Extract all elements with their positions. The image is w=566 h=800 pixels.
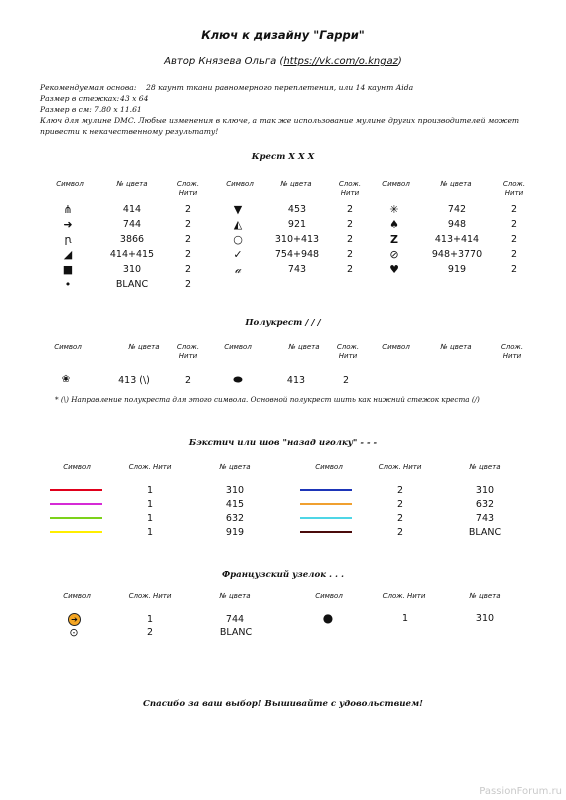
cross-strands: 2 bbox=[510, 234, 518, 245]
cross-strands: 2 bbox=[346, 204, 354, 215]
half-header-symbol-1: Символ bbox=[54, 343, 82, 351]
fk-header-symbol-1: Символ bbox=[63, 592, 91, 600]
cross-strands: 2 bbox=[184, 204, 192, 215]
bs-strands: 1 bbox=[146, 485, 154, 496]
fk-header-color-2: № цвета bbox=[469, 592, 501, 600]
fk-strands: 1 bbox=[146, 614, 154, 625]
author-link[interactable]: https://vk.com/o.kngaz bbox=[283, 56, 398, 67]
cross-strands: 2 bbox=[346, 249, 354, 260]
bs-header-symbol-2: Символ bbox=[315, 463, 343, 471]
half-header-strands-1: Слож. Нити bbox=[176, 343, 200, 360]
thanks-message: Спасибо за ваш выбор! Вышивайте с удовольствием! bbox=[143, 699, 423, 709]
size-cm-label: Размер в см: bbox=[40, 105, 92, 114]
half-color: 413 bbox=[286, 375, 306, 386]
half-header-color-3: № цвета bbox=[440, 343, 472, 351]
cross-symbol-icon: ♠ bbox=[389, 218, 399, 231]
cross-symbol-icon: ■ bbox=[62, 263, 74, 276]
half-header-color-2: № цвета bbox=[288, 343, 320, 351]
cross-strands: 2 bbox=[346, 234, 354, 245]
fk-color: 310 bbox=[475, 613, 495, 624]
half-header-strands-2: Слож. Нити bbox=[336, 343, 360, 360]
key-note-1: Ключ для мулине DMC. Любые изменения в ключе, а так же использование мулине других производителей может bbox=[40, 116, 520, 125]
bs-color: 310 bbox=[475, 485, 495, 496]
fk-strands: 1 bbox=[401, 613, 409, 624]
cross-section-title: Крест X X X bbox=[251, 152, 315, 162]
bs-color: 310 bbox=[225, 485, 245, 496]
bs-strands: 2 bbox=[396, 499, 404, 510]
half-header-symbol-2: Символ bbox=[224, 343, 252, 351]
fk-filled-circle-icon: ● bbox=[322, 611, 334, 625]
backstitch-section-title: Бэкстич или шов "назад иголку" - - - bbox=[188, 438, 378, 448]
author-suffix: ) bbox=[397, 56, 402, 67]
bs-header-color-2: № цвета bbox=[469, 463, 501, 471]
cross-color: 310+413 bbox=[274, 234, 320, 245]
cross-color: 310 bbox=[122, 264, 142, 275]
cross-color: 453 bbox=[287, 204, 307, 215]
cross-color: 744 bbox=[122, 219, 142, 230]
bs-strands: 2 bbox=[396, 527, 404, 538]
bs-strands: 2 bbox=[396, 485, 404, 496]
cross-symbol-icon: ⊘ bbox=[389, 248, 399, 261]
half-note: * (\) Направление полукреста для этого символа. Основной полукрест шить как нижний стежок креста (/) bbox=[55, 395, 480, 404]
backstitch-line bbox=[300, 531, 352, 533]
cross-header-symbol-3: Символ bbox=[382, 180, 410, 188]
cross-header-strands-3: Слож. Нити bbox=[502, 180, 526, 197]
cross-symbol-icon: ♥ bbox=[389, 263, 399, 276]
half-color: 413 (\) bbox=[118, 375, 150, 386]
cross-symbol-icon: Z bbox=[390, 233, 398, 246]
cross-symbol-icon: ꞃ bbox=[64, 233, 72, 246]
backstitch-line bbox=[50, 531, 102, 533]
cross-color: 742 bbox=[447, 204, 467, 215]
half-strands: 2 bbox=[342, 375, 350, 386]
fk-color: BLANC bbox=[219, 627, 253, 638]
bs-strands: 1 bbox=[146, 499, 154, 510]
cross-symbol-icon: ◭ bbox=[233, 218, 243, 231]
cross-color: 948+3770 bbox=[431, 249, 483, 260]
cross-strands: 2 bbox=[184, 234, 192, 245]
bs-header-color-1: № цвета bbox=[219, 463, 251, 471]
fk-color: 744 bbox=[225, 614, 245, 625]
backstitch-line bbox=[300, 489, 352, 491]
bs-header-strands-1: Слож. Нити bbox=[128, 463, 172, 471]
bs-color: BLANC bbox=[468, 527, 502, 538]
bs-header-symbol-1: Символ bbox=[63, 463, 91, 471]
bs-strands: 1 bbox=[146, 527, 154, 538]
size-cm-value: 7.80 x 11.61 bbox=[94, 105, 142, 114]
fk-header-strands-2: Слож. Нити bbox=[382, 592, 426, 600]
size-stitches-value: 43 x 64 bbox=[120, 94, 149, 103]
bs-header-strands-2: Слож. Нити bbox=[378, 463, 422, 471]
cross-header-color-1: № цвета bbox=[116, 180, 148, 188]
info-size-cm bbox=[40, 104, 142, 115]
cross-symbol-icon: ◢ bbox=[63, 248, 73, 261]
fk-strands: 2 bbox=[146, 627, 154, 638]
info-size-stitches bbox=[40, 93, 148, 104]
base-value: 28 каунт ткани равномерного переплетения, или 14 каунт Aida bbox=[146, 83, 414, 92]
cross-strands: 2 bbox=[184, 264, 192, 275]
bs-color: 415 bbox=[225, 499, 245, 510]
cross-header-symbol-2: Символ bbox=[226, 180, 254, 188]
key-note-2: привести к некачественному результату! bbox=[40, 127, 219, 136]
watermark: PassionForum.ru bbox=[479, 786, 562, 797]
backstitch-line bbox=[50, 503, 102, 505]
half-section-title: Полукрест / / / bbox=[245, 318, 321, 328]
cross-color: 414+415 bbox=[109, 249, 155, 260]
half-header-strands-3: Слож. Нити bbox=[500, 343, 524, 360]
cross-color: BLANC bbox=[115, 279, 149, 290]
cross-strands: 2 bbox=[510, 219, 518, 230]
cross-header-color-2: № цвета bbox=[280, 180, 312, 188]
cross-symbol-icon: ○ bbox=[233, 233, 243, 246]
bs-color: 632 bbox=[475, 499, 495, 510]
backstitch-line bbox=[300, 517, 352, 519]
cross-symbol-icon: ✳ bbox=[389, 203, 399, 216]
size-stitches-label: Размер в стежках: bbox=[40, 94, 120, 103]
cross-color: 919 bbox=[447, 264, 467, 275]
cross-strands: 2 bbox=[346, 264, 354, 275]
cross-color: 3866 bbox=[119, 234, 145, 245]
fk-header-symbol-2: Символ bbox=[315, 592, 343, 600]
backstitch-line bbox=[50, 517, 102, 519]
cross-header-strands-2: Слож. Нити bbox=[338, 180, 362, 197]
fk-arrow-icon: ➔ bbox=[68, 613, 81, 626]
half-symbol-icon: ❀ bbox=[61, 374, 71, 385]
page-title: Ключ к дизайну "Гарри" bbox=[201, 28, 365, 42]
cross-strands: 2 bbox=[346, 219, 354, 230]
cross-strands: 2 bbox=[184, 219, 192, 230]
cross-strands: 2 bbox=[510, 264, 518, 275]
bs-color: 919 bbox=[225, 527, 245, 538]
cross-symbol-icon: ▼ bbox=[233, 203, 243, 216]
french-section-title: Французский узелок . . . bbox=[222, 570, 344, 580]
bs-strands: 1 bbox=[146, 513, 154, 524]
cross-strands: 2 bbox=[184, 279, 192, 290]
author-prefix: Автор Князева Ольга ( bbox=[164, 56, 284, 67]
base-label: Рекомендуемая основа: bbox=[40, 83, 137, 92]
fk-header-strands-1: Слож. Нити bbox=[128, 592, 172, 600]
cross-header-color-3: № цвета bbox=[440, 180, 472, 188]
cross-symbol-icon: • bbox=[64, 278, 72, 291]
cross-header-symbol-1: Символ bbox=[56, 180, 84, 188]
fk-dot-circle-icon: ⊙ bbox=[69, 626, 79, 639]
cross-symbol-icon: ⋔ bbox=[63, 203, 73, 216]
bs-color: 743 bbox=[475, 513, 495, 524]
cross-symbol-icon: ➜ bbox=[63, 218, 73, 231]
backstitch-line bbox=[50, 489, 102, 491]
half-strands: 2 bbox=[184, 375, 192, 386]
cross-header-strands-1: Слож. Нити bbox=[176, 180, 200, 197]
cross-color: 921 bbox=[287, 219, 307, 230]
cross-color: 743 bbox=[287, 264, 307, 275]
fk-header-color-1: № цвета bbox=[219, 592, 251, 600]
cross-color: 414 bbox=[122, 204, 142, 215]
half-header-color-1: № цвета bbox=[128, 343, 160, 351]
half-header-symbol-3: Символ bbox=[382, 343, 410, 351]
half-symbol-icon: ⬬ bbox=[233, 373, 243, 386]
cross-symbol-icon: 𝒶 bbox=[234, 263, 242, 276]
author-line bbox=[0, 56, 566, 67]
cross-color: 754+948 bbox=[274, 249, 320, 260]
info-base bbox=[40, 82, 413, 93]
cross-color: 413+414 bbox=[434, 234, 480, 245]
cross-strands: 2 bbox=[510, 204, 518, 215]
bs-color: 632 bbox=[225, 513, 245, 524]
cross-color: 948 bbox=[447, 219, 467, 230]
cross-strands: 2 bbox=[510, 249, 518, 260]
cross-strands: 2 bbox=[184, 249, 192, 260]
bs-strands: 2 bbox=[396, 513, 404, 524]
backstitch-line bbox=[300, 503, 352, 505]
cross-symbol-icon: ✓ bbox=[233, 248, 243, 261]
